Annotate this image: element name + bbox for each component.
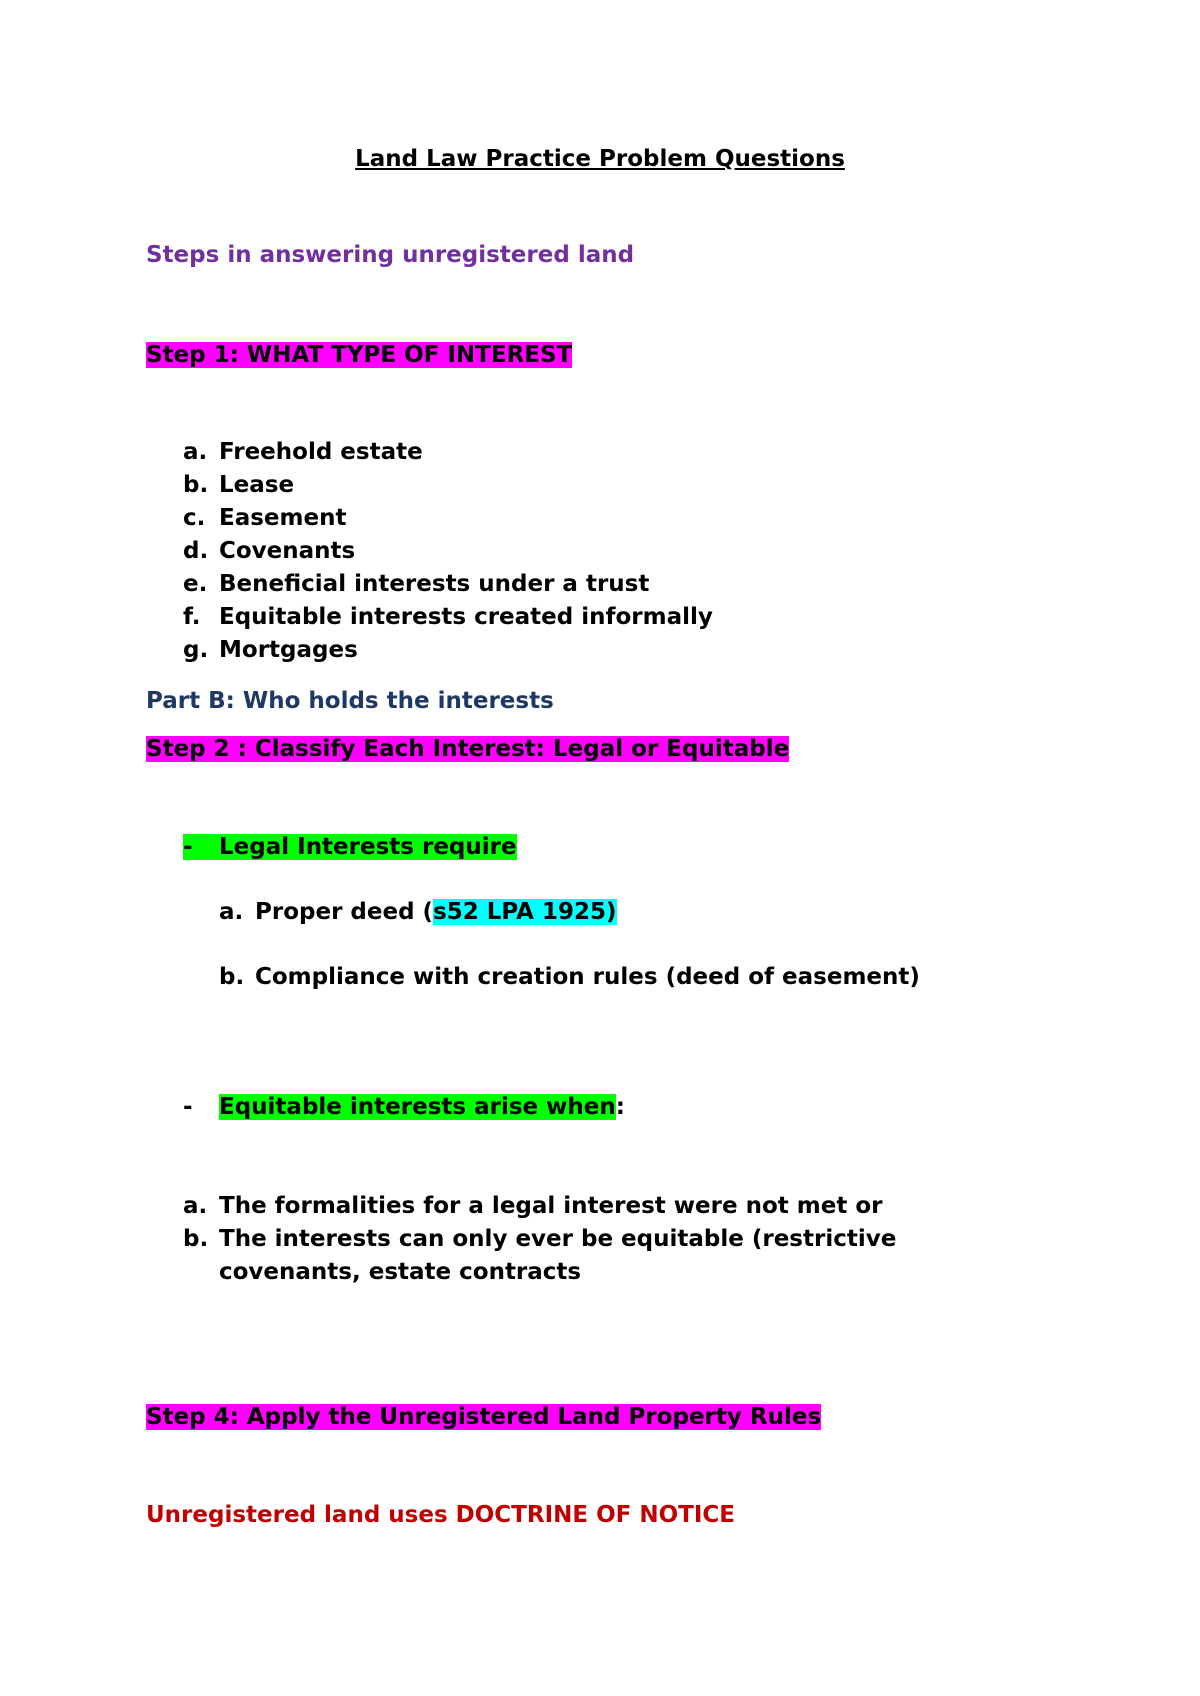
step1-heading bbox=[146, 340, 572, 370]
list-item-continuation: covenants, estate contracts bbox=[219, 1259, 582, 1285]
doctrine-heading: Unregistered land uses DOCTRINE OF NOTICE bbox=[146, 1502, 736, 1528]
list-item: a. The formalities for a legal interest were not met or bbox=[183, 1193, 883, 1219]
interest-types-list bbox=[183, 436, 713, 667]
equitable-highlight: Equitable interests arise when bbox=[219, 1094, 616, 1120]
step2-heading bbox=[146, 734, 789, 764]
statute-ref: s52 LPA 1925) bbox=[433, 899, 617, 925]
steps-heading: Steps in answering unregistered land bbox=[146, 242, 635, 268]
list-item: f. Equitable interests created informally bbox=[183, 604, 713, 630]
list-item: b. The interests can only ever be equitable (restrictive bbox=[183, 1226, 897, 1252]
step4-highlight: Step 4: Apply the Unregistered Land Property Rules bbox=[146, 1404, 822, 1430]
legal-item-a: a. Proper deed (s52 LPA 1925) bbox=[219, 899, 617, 925]
equitable-list bbox=[183, 1190, 896, 1289]
step2-highlight: Step 2 : Classify Each Interest: Legal or Equitable bbox=[146, 736, 790, 762]
legal-item-b: b. Compliance with creation rules (deed of easement) bbox=[219, 964, 920, 990]
list-item: e. Beneficial interests under a trust bbox=[183, 571, 650, 597]
page-title: Land Law Practice Problem Questions bbox=[355, 146, 845, 172]
list-item: c. Easement bbox=[183, 505, 347, 531]
list-item: b. Lease bbox=[183, 472, 295, 498]
list-item: g. Mortgages bbox=[183, 637, 358, 663]
list-item: d. Covenants bbox=[183, 538, 356, 564]
step1-highlight: Step 1: WHAT TYPE OF INTEREST bbox=[146, 342, 573, 368]
legal-heading bbox=[183, 832, 517, 862]
step4-heading bbox=[146, 1402, 821, 1432]
legal-highlight: - Legal Interests require bbox=[183, 834, 517, 860]
list-item: a. Freehold estate bbox=[183, 439, 423, 465]
equitable-heading: - Equitable interests arise when: bbox=[183, 1094, 625, 1120]
part-b-heading: Part B: Who holds the interests bbox=[146, 688, 554, 714]
